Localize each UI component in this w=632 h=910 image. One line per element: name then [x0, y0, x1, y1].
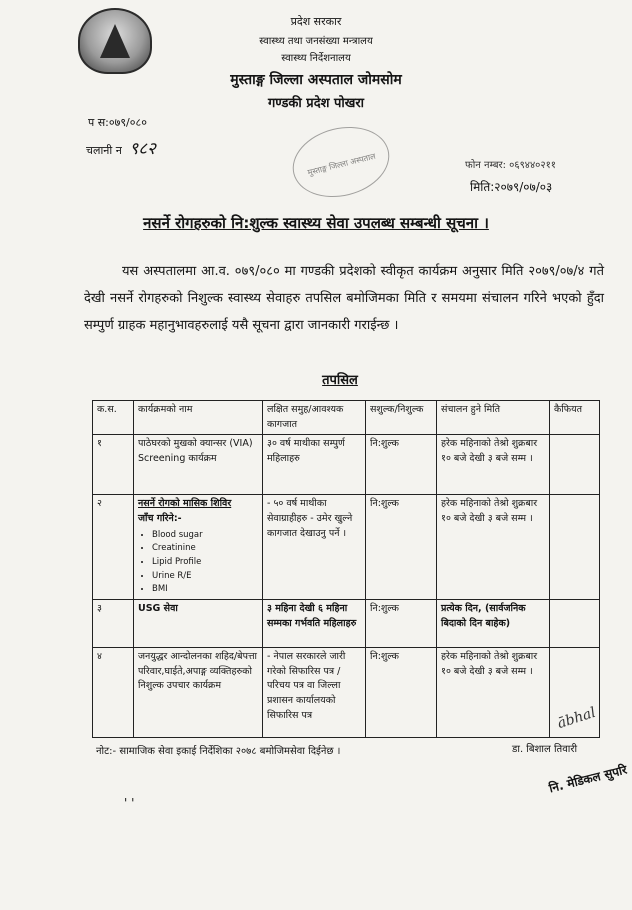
dispatch-number [86, 136, 156, 159]
seal-text: मुस्ताङ्ग जिल्ला अस्पताल [306, 151, 377, 178]
cell-sn: ३ [93, 599, 134, 647]
cell-target: - ५० वर्ष माथीका सेवाग्राहीहरु - उमेर खुल्ने कागजात देखाउनु पर्ने । [263, 495, 366, 599]
stray-marks: ' ' [124, 796, 135, 810]
cell-remarks [550, 435, 600, 495]
header-line-3: स्वास्थ्य निर्देशनालय [281, 53, 351, 64]
cell-fee: नि:शुल्क [366, 647, 437, 737]
list-item: • Lipid Profile [152, 556, 258, 570]
schedule-heading: तपसिल [322, 373, 358, 388]
reference-number: प स:०७९/०८० [88, 116, 147, 129]
col-header-program: कार्यक्रमको नाम [134, 401, 263, 435]
cell-sn: १ [93, 435, 134, 495]
hospital-name: मुस्ताङ्ग जिल्ला अस्पताल जोमसोम [230, 72, 402, 88]
table-row [93, 647, 600, 737]
list-item: • Blood sugar [152, 529, 258, 543]
handwritten-signature: ābhal [555, 704, 598, 733]
table-header-row [93, 401, 600, 435]
cell-fee: नि:शुल्क [366, 435, 437, 495]
col-header-fee: सशुल्क/निशुल्क [366, 401, 437, 435]
test-list [138, 529, 258, 597]
cell-schedule: हरेक महिनाको तेश्रो शुक्रबार १० बजे देखी ३ बजे सम्म । [437, 495, 550, 599]
table-row [93, 495, 600, 599]
doctor-name: डा. बिशाल तिवारी [512, 744, 578, 755]
cell-schedule: हरेक महिनाको तेश्रो शुक्रबार १० बजे देखी ३ बजे सम्म । [437, 435, 550, 495]
col-header-remarks: कैफियत [550, 401, 600, 435]
office-seal [285, 117, 397, 207]
cell-program: जनयुद्धर आन्दोलनका शहिद/बेपत्ता परिवार,घाईते,अपाङ्ग व्यक्तिहरुको निशुल्क उपचार कार्यक्रम [134, 647, 263, 737]
col-header-sn: क.स. [93, 401, 134, 435]
program-heading: नसर्ने रोगको मासिक शिविर [138, 498, 232, 510]
cell-program: पाठेघरको मुखको क्यान्सर (VIA) Screening कार्यक्रम [134, 435, 263, 495]
notice-date: मिति:२०७९/०७/०३ [470, 180, 553, 194]
doctor-designation: नि. मेडिकल सुपरि [547, 762, 629, 796]
table-row [93, 435, 600, 495]
dispatch-label: चलानी न [86, 144, 122, 157]
col-header-schedule: संचालन हुने मिति [437, 401, 550, 435]
header-line-1: प्रदेश सरकार [290, 15, 342, 28]
program-subheading: जाँच गरिने:- [138, 513, 182, 525]
footer-note: नोट:- सामाजिक सेवा इकाई निर्देशिका २०७८ बमोजिमसेवा दिईनेछ । [96, 746, 341, 757]
cell-target: - नेपाल सरकारले जारी गरेको सिफारिस पत्र /परिचय पत्र वा जिल्ला प्रशासन कार्यालयको सिफारिस पत्र [263, 647, 366, 737]
schedule-table [92, 400, 600, 738]
cell-fee: नि:शुल्क [366, 599, 437, 647]
cell-program: USG सेवा [134, 599, 263, 647]
cell-target: ३ महिना देखी ६ महिना सम्मका गर्भवति महिलाहरु [263, 599, 366, 647]
list-item: • Urine R/E [152, 570, 258, 584]
table-row [93, 599, 600, 647]
cell-schedule: हरेक महिनाको तेश्रो शुक्रबार १० बजे देखी ३ बजे सम्म । [437, 647, 550, 737]
cell-schedule: प्रत्येक दिन, (सार्वजनिक बिदाको दिन बाहेक) [437, 599, 550, 647]
notice-title: नसर्ने रोगहरुको नि:शुल्क स्वास्थ्य सेवा उपलब्ध सम्बन्धी सूचना । [143, 214, 489, 232]
phone-number: फोन नम्बर: ०६९४४०२११ [465, 160, 556, 171]
cell-remarks [550, 599, 600, 647]
cell-sn: ४ [93, 647, 134, 737]
cell-sn: २ [93, 495, 134, 599]
col-header-target: लक्षित समुह/आवश्यक कागजात [263, 401, 366, 435]
header-line-2: स्वास्थ्य तथा जनसंख्या मन्त्रालय [259, 36, 373, 47]
notice-body: यस अस्पतालमा आ.व. ०७९/०८० मा गण्डकी प्रदेशको स्वीकृत कार्यक्रम अनुसार मिति २०७९/०७/४ गते देखी नसर्ने रोगहरुको निशुल्क स्वास्थ्य सेवाहरु तपसिल बमोजिमका मिति र समयमा संचालन गरिने भएको हुँदा सम्पुर्ण ग्राहक महानुभावहरुलाई यसै सूचना द्वारा जानकारी गराईन्छ । [84, 264, 604, 333]
dispatch-value: ९८२ [129, 139, 156, 159]
province-name: गण्डकी प्रदेश पोखरा [267, 96, 365, 111]
cell-target: ३० वर्ष माथीका सम्पुर्ण महिलाहरु [263, 435, 366, 495]
list-item: • BMI [152, 583, 258, 597]
list-item: • Creatinine [152, 542, 258, 556]
cell-remarks [550, 495, 600, 599]
cell-fee: नि:शुल्क [366, 495, 437, 599]
cell-program [134, 495, 263, 599]
